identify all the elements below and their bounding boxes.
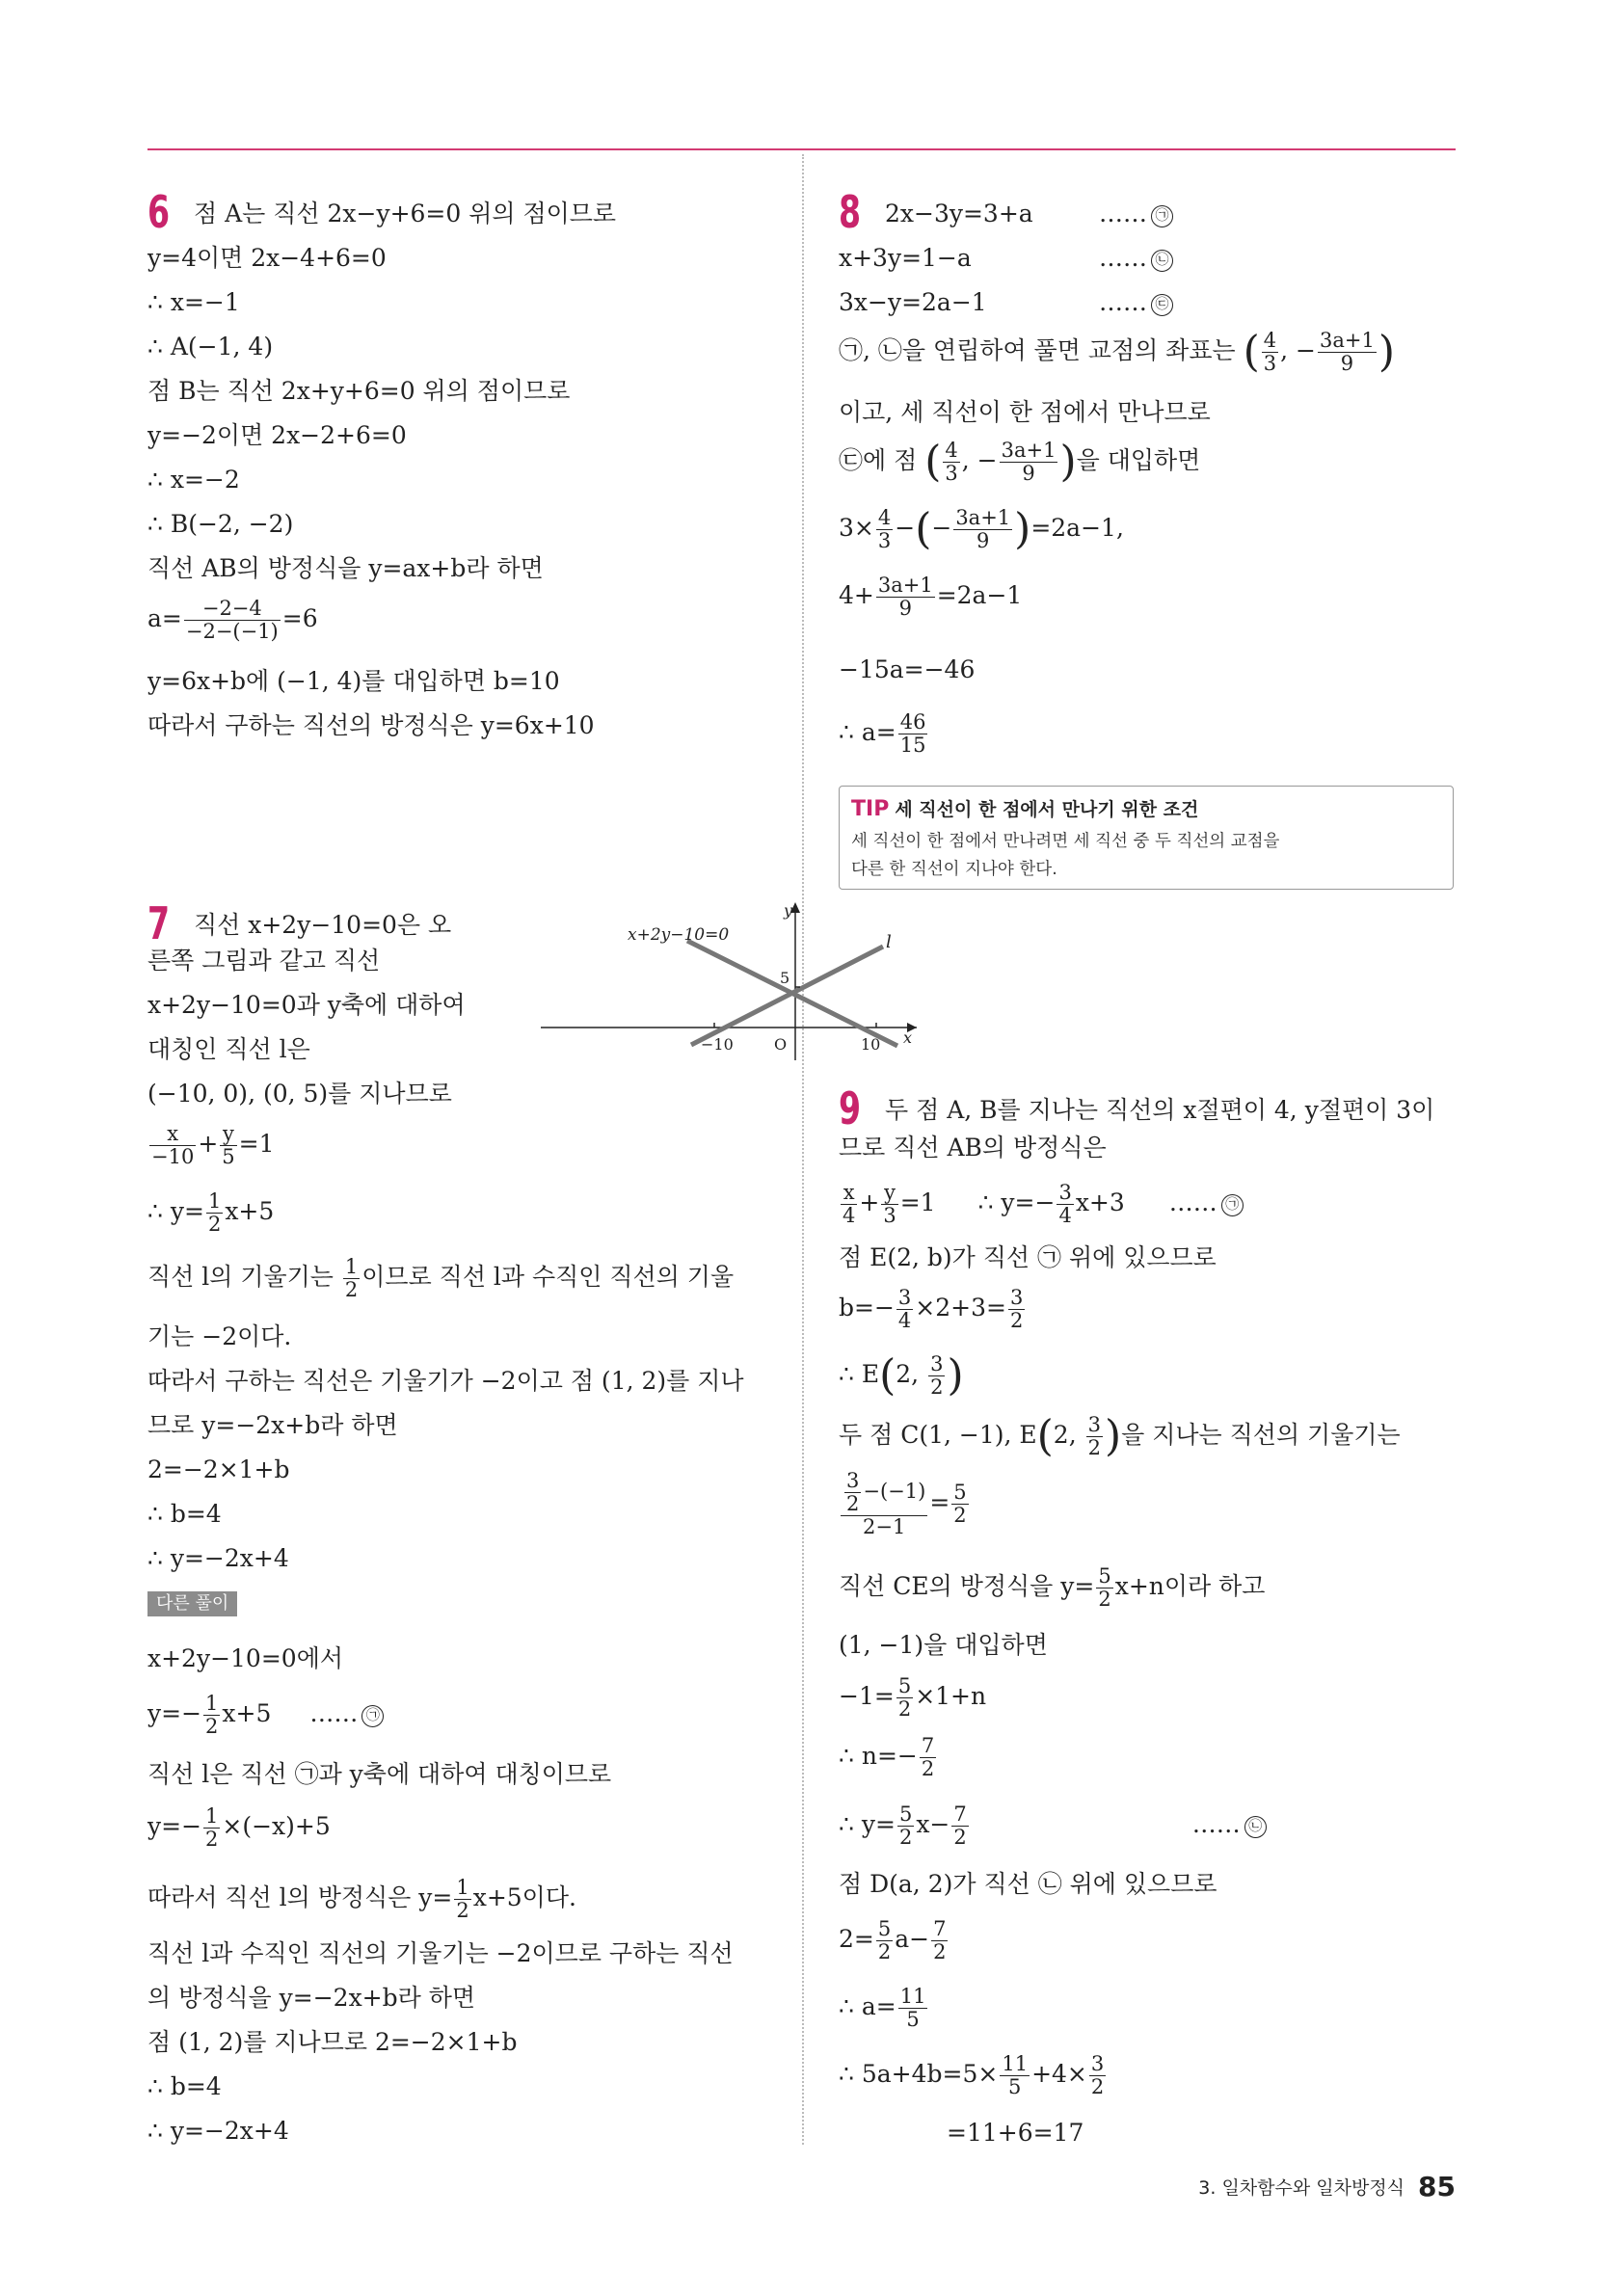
solution-7-line-1: 7 직선 x+2y−10=0은 오 [147, 897, 452, 949]
solution-8-line-10: ∴ a= $\frac{46}{15}$ [839, 710, 926, 758]
fraction: $\frac{3}{2}$ [1087, 1413, 1101, 1460]
tip-line-2: 다른 한 직선이 지나야 한다. [851, 860, 1057, 879]
y-axis-label: y [784, 901, 793, 920]
fraction: $\frac{1}{2}$ [205, 1692, 219, 1739]
x-tick-pos-label: 10 [861, 1035, 881, 1054]
solution-9-line-6: ∴ E(2, $\frac{3}{2}$ ) [839, 1350, 964, 1401]
eq-3-marker: …… ㉢ [1099, 290, 1173, 316]
solution-7-line-2: 른쪽 그림과 같고 직선 [147, 947, 381, 974]
tip-box [839, 786, 1454, 890]
solution-9-line-5: b=− $\frac{3}{4}$ ×2+3= $\frac{3}{2}$ [839, 1286, 1024, 1333]
alt-line-7: 의 방정식을 y=−2x+b라 하면 [147, 1984, 476, 2012]
solution-8-line-7: 3× $\frac{4}{3}$ −(− $\frac{3a+1}{9}$ )=2a−1, [839, 504, 1124, 554]
eq-1-marker: …… ㉠ [1099, 201, 1173, 227]
solution-9-line-7: 두 점 C(1, −1), E(2, $\frac{3}{2}$ )을 지나는 직선의 기울기는 [839, 1411, 1401, 1461]
solution-6-line-7: ∴ x=−2 [147, 466, 240, 494]
solution-7-line-14: ∴ y=−2x+4 [147, 1544, 289, 1572]
fraction: $\frac{7}{2}$ [953, 1802, 967, 1850]
solution-7-line-10: 따라서 구하는 직선은 기울기가 −2이고 점 (1, 2)를 지나 [147, 1367, 744, 1395]
eq-2-marker: …… ㉡ [1099, 246, 1173, 272]
fraction: $\frac{1}{2}$ [456, 1876, 469, 1923]
alt-line-5: 따라서 직선 l의 방정식은 y= $\frac{1}{2}$ x+5이다. [147, 1876, 576, 1923]
solution-9-line-15: 2= $\frac{5}{2}$ a− $\frac{7}{2}$ [839, 1917, 947, 1964]
fraction: $\frac{7}{2}$ [933, 1917, 947, 1964]
alternative-solution-badge: 다른 풀이 [147, 1589, 237, 1616]
solution-8-eq-1: 8 2x−3y=3+a [839, 186, 1033, 238]
solution-9-line-9: 직선 CE의 방정식을 y= $\frac{5}{2}$ x+n이라 하고 [839, 1564, 1266, 1612]
solution-9-line-18: =11+6=17 [947, 2119, 1084, 2147]
fraction: $\frac{3a+1}{9}$ [1001, 439, 1057, 486]
solution-9-line-16: ∴ a= $\frac{11}{5}$ [839, 1985, 926, 2032]
solution-6-line-8: ∴ B(−2, −2) [147, 510, 294, 538]
line-equation-label: x+2y−10=0 [628, 925, 730, 945]
origin-label: O [774, 1035, 788, 1054]
page-number: 85 [1418, 2171, 1456, 2203]
solution-9-line-11: −1= $\frac{5}{2}$ ×1+n [839, 1674, 987, 1722]
column-divider [802, 154, 804, 2145]
alt-line-8: 점 (1, 2)를 지나므로 2=−2×1+b [147, 2028, 518, 2056]
fraction: $\frac{3a+1}{9}$ [1319, 329, 1375, 376]
problem-number-7: 7 [147, 897, 171, 949]
solution-7-line-13: ∴ b=4 [147, 1500, 222, 1528]
compound-fraction: $\frac{3}{2}$ −(−1) 2−1 [841, 1470, 927, 1538]
solution-6-line-1: 6 점 A는 직선 2x−y+6=0 위의 점이므로 [147, 186, 617, 238]
circled-label-1: ㉠ [361, 1705, 384, 1727]
solution-7-line-5: (−10, 0), (0, 5)를 지나므로 [147, 1080, 452, 1108]
top-rule [147, 148, 1456, 150]
solution-8-line-6: ㉢에 점 ( $\frac{4}{3}$ , − $\frac{3a+1}{9}$ )을 대입하면 [839, 437, 1201, 487]
fraction: $\frac{3}{2}$ [1009, 1286, 1024, 1333]
solution-6-line-9: 직선 AB의 방정식을 y=ax+b라 하면 [147, 554, 544, 582]
solution-6-line-3: ∴ x=−1 [147, 288, 240, 316]
problem-number-6: 6 [147, 186, 171, 238]
solution-8-line-9: −15a=−46 [839, 655, 976, 683]
solution-8-line-4: ㉠, ㉡을 연립하여 풀면 교점의 좌표는 ( $\frac{4}{3}$ , − $\frac{3a+1}{9}$ ) [839, 327, 1395, 377]
line-l [691, 947, 883, 1045]
solution-9-line-12: ∴ n=− $\frac{7}{2}$ [839, 1734, 935, 1781]
fraction: $\frac{4}{3}$ [945, 439, 958, 486]
chapter-title: 3. 일차함수와 일차방정식 [1198, 2177, 1405, 2199]
alt-line-6: 직선 l과 수직인 직선의 기울기는 −2이므로 구하는 직선 [147, 1939, 734, 1967]
line-graph [512, 896, 917, 1060]
fraction: $\frac{4}{3}$ [1263, 329, 1277, 376]
solution-7-line-3: x+2y−10=0과 y축에 대하여 [147, 991, 466, 1019]
solution-9-line-17: ∴ 5a+4b=5× $\frac{11}{5}$ +4× $\frac{3}{2}$ [839, 2052, 1105, 2099]
fraction: $\frac{x}{4}$ [843, 1181, 856, 1228]
fraction: $\frac{1}{2}$ [207, 1189, 222, 1237]
solution-9-line-14: 점 D(a, 2)가 직선 ㉡ 위에 있으므로 [839, 1870, 1217, 1898]
solution-8-eq-2: x+3y=1−a [839, 244, 972, 272]
problem-number-8: 8 [839, 186, 862, 238]
solution-6-line-10: a= $\frac{-2-4}{-2-(-1)}$ =6 [147, 597, 318, 644]
fraction: $\frac{3}{4}$ [897, 1286, 912, 1333]
fraction: $\frac{y}{5}$ [222, 1122, 235, 1169]
fraction: $\frac{3a+1}{9}$ [955, 506, 1011, 553]
solution-7-line-9: 기는 −2이다. [147, 1322, 292, 1350]
solution-6-line-12: 따라서 구하는 직선의 방정식은 y=6x+10 [147, 711, 595, 739]
solution-6-line-5: 점 B는 직선 2x+y+6=0 위의 점이므로 [147, 377, 571, 405]
fraction: $\frac{7}{2}$ [921, 1734, 935, 1781]
tip-tag: TIP [851, 797, 890, 821]
page-footer [1198, 2171, 1456, 2203]
tip-title: TIP 세 직선이 한 점에서 만나기 위한 조건 [851, 797, 1199, 821]
alt-line-2: y=− $\frac{1}{2}$ x+5 …… ㉠ [147, 1693, 384, 1738]
solution-8-line-5: 이고, 세 직선이 한 점에서 만나므로 [839, 398, 1211, 426]
alt-line-3: 직선 l은 직선 ㉠과 y축에 대하여 대칭이므로 [147, 1760, 612, 1788]
alt-line-4: y=− $\frac{1}{2}$ ×(−x)+5 [147, 1804, 331, 1852]
fraction: $\frac{3}{2}$ [1090, 2052, 1105, 2099]
fraction: $\frac{5}{2}$ [898, 1802, 913, 1850]
fraction: $\frac{3}{4}$ [1058, 1181, 1072, 1228]
alt-line-1: x+2y−10=0에서 [147, 1644, 343, 1672]
x-axis-label: x [903, 1028, 913, 1047]
line-l-label: l [886, 932, 892, 952]
solution-7-line-11: 므로 y=−2x+b라 하면 [147, 1411, 398, 1439]
solution-8-eq-3: 3x−y=2a−1 [839, 288, 987, 316]
solution-6-line-11: y=6x+b에 (−1, 4)를 대입하면 b=10 [147, 667, 560, 695]
fraction: $\frac{1}{2}$ [205, 1804, 219, 1852]
fraction: $\frac{y}{3}$ [883, 1181, 896, 1228]
fraction: $\frac{1}{2}$ [344, 1255, 359, 1302]
fraction: $\frac{5}{2}$ [877, 1917, 892, 1964]
fraction: $\frac{4}{3}$ [877, 506, 892, 553]
fraction: $\frac{5}{2}$ [897, 1674, 912, 1722]
solution-6-line-4: ∴ A(−1, 4) [147, 333, 274, 360]
tip-line-1: 세 직선이 한 점에서 만나려면 세 직선 중 두 직선의 교점을 [851, 832, 1280, 851]
fraction: $\frac{46}{15}$ [899, 710, 926, 758]
problem-number-9: 9 [839, 1082, 862, 1135]
solution-9-line-1: 9 두 점 A, B를 지나는 직선의 x절편이 4, y절편이 3이 [839, 1082, 1435, 1135]
solution-8-line-8: 4+ $\frac{3a+1}{9}$ =2a−1 [839, 574, 1023, 621]
fraction: $\frac{5}{2}$ [953, 1481, 967, 1528]
solution-6-line-2: y=4이면 2x−4+6=0 [147, 244, 387, 272]
fraction: $\frac{x}{-10}$ [151, 1122, 195, 1169]
solution-6-line-6: y=−2이면 2x−2+6=0 [147, 421, 407, 449]
fraction: $\frac{3}{2}$ [930, 1352, 944, 1400]
solution-7-line-4: 대칭인 직선 l은 [147, 1035, 310, 1063]
solution-7-line-12: 2=−2×1+b [147, 1455, 290, 1483]
solution-7-line-8: 직선 l의 기울기는 $\frac{1}{2}$ 이므로 직선 l과 수직인 직선의 기울 [147, 1255, 735, 1302]
solution-9-line-10: (1, −1)을 대입하면 [839, 1631, 1048, 1659]
solution-9-line-8: $\frac{3}{2}$ −(−1) 2−1 = $\frac{5}{2}$ [839, 1470, 971, 1538]
x-tick-neg-label: −10 [701, 1035, 734, 1054]
solution-9-line-4: 점 E(2, b)가 직선 ㉠ 위에 있으므로 [839, 1243, 1217, 1271]
alt-line-9: ∴ b=4 [147, 2072, 222, 2100]
alt-line-10: ∴ y=−2x+4 [147, 2117, 289, 2145]
solution-7-line-6: $\frac{x}{-10}$ + $\frac{y}{5}$ =1 [151, 1122, 275, 1169]
solution-7-line-7: ∴ y= $\frac{1}{2}$ x+5 [147, 1189, 275, 1237]
y-tick-label: 5 [780, 969, 790, 987]
fraction: $\frac{-2-4}{-2-(-1)}$ [185, 597, 279, 644]
fraction: $\frac{3a+1}{9}$ [877, 574, 933, 621]
solution-9-line-13: ∴ y= $\frac{5}{2}$ x− $\frac{7}{2}$ …… ㉡ [839, 1803, 1267, 1849]
fraction: $\frac{11}{5}$ [899, 1985, 926, 2032]
solution-9-line-3: $\frac{x}{4}$ + $\frac{y}{3}$ =1 ∴ y=− $\frac{3}{4}$ x+3 …… ㉠ [839, 1182, 1244, 1227]
solution-9-line-2: 므로 직선 AB의 방정식은 [839, 1134, 1107, 1161]
fraction: $\frac{11}{5}$ [1002, 2052, 1029, 2099]
fraction: $\frac{5}{2}$ [1098, 1564, 1111, 1612]
